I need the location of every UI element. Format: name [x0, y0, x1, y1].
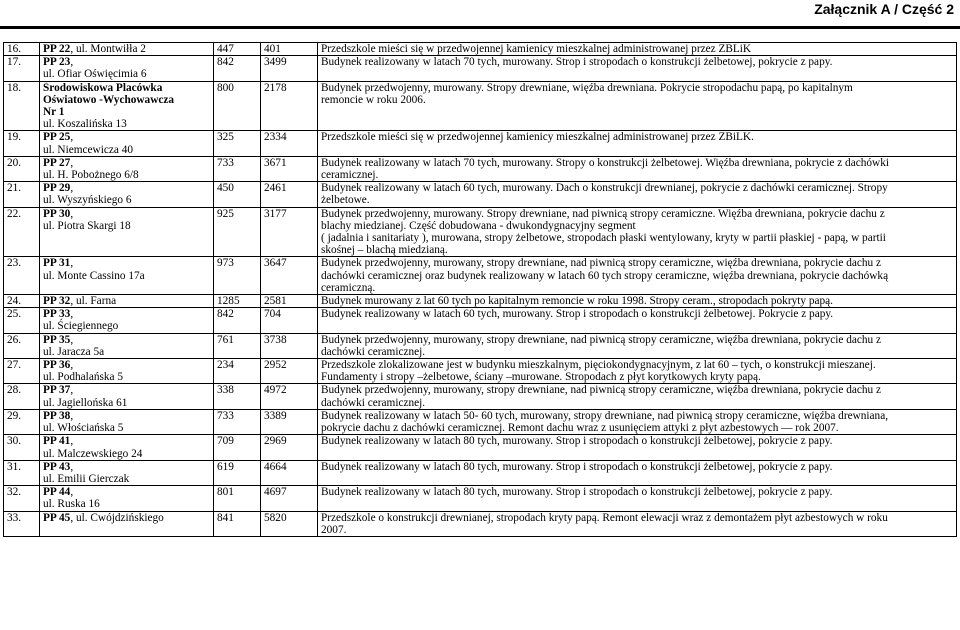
description-line: dachówki ceramicznej oraz budynek realizowany w latach 60 tych stropy ceramiczne, więźba drewniana, pokrycie dachówką: [321, 269, 889, 282]
area-value: 761: [214, 333, 261, 358]
facility-name-line: PP 29,: [43, 182, 74, 195]
facility-name: [40, 257, 214, 295]
facility-name-line: ul. Włościańska 5: [43, 422, 124, 435]
description-line: Budynek przedwojenny, murowany, stropy drewniane, nad piwnicą stropy ceramiczne, więźba drewniana, pokrycie dachu z: [321, 257, 882, 270]
description-line: Budynek przedwojenny, murowany. Stropy drewniane, więźba drewniana. Pokrycie stropodachu papą, po kapitalnym: [321, 81, 853, 94]
volume-value: 3738: [261, 333, 318, 358]
facility-name: [40, 460, 214, 485]
row-number: 20.: [4, 156, 40, 181]
facility-name-line: PP 35,: [43, 333, 74, 346]
volume-value: 401: [261, 43, 318, 56]
description-line: żelbetowe.: [321, 194, 370, 207]
description-line: Budynek realizowany w latach 50- 60 tych, murowany, stropy drewniane, nad piwnicą stropy ceramiczne, więźba drewniana,: [321, 409, 889, 422]
area-value: 842: [214, 308, 261, 333]
row-number: 32.: [4, 486, 40, 511]
facility-name-line: PP 43,: [43, 460, 74, 473]
building-description: [318, 295, 957, 308]
building-description: [318, 308, 957, 333]
table-row: [4, 295, 957, 308]
table-row: [4, 435, 957, 460]
area-value: 925: [214, 207, 261, 257]
row-number: 21.: [4, 182, 40, 207]
area-value: 338: [214, 384, 261, 409]
facility-name: [40, 56, 214, 81]
description-line: Przedszkole mieści się w przedwojennej kamienicy mieszkalnej administrowanej przez ZBLiK: [321, 43, 752, 55]
facility-name-line: ul. Jagiellońska 61: [43, 396, 128, 409]
table-row: [4, 486, 957, 511]
description-line: Budynek przedwojenny, murowany, stropy drewniane, nad piwnicą stropy ceramiczne, więźba drewniana, pokrycie dachu z: [321, 384, 882, 397]
description-line: Przedszkole o konstrukcji drewnianej, stropodach kryty papą. Remont elewacji wraz z demontażem płyt azbestowych w roku: [321, 511, 888, 524]
building-description: [318, 511, 957, 536]
building-description: [318, 131, 957, 156]
building-description: [318, 43, 957, 56]
table-row: [4, 511, 957, 536]
description-line: Fundamenty i stropy –żelbetowe, ściany –murowane. Stropodach z płyt korytkowych kryty papą.: [321, 371, 761, 384]
area-value: 234: [214, 359, 261, 384]
facility-name: [40, 131, 214, 156]
facility-name-line: PP 45, ul. Cwójdzińskiego: [43, 511, 164, 524]
facility-name: [40, 333, 214, 358]
description-line: pokrycie dachu z dachówki ceramicznej. Remont dachu wraz z usunięciem attyki z płyt azbestowych — rok 2007.: [321, 422, 839, 435]
area-value: 447: [214, 43, 261, 56]
table-row: [4, 409, 957, 434]
area-value: 842: [214, 56, 261, 81]
table-row: [4, 359, 957, 384]
building-description: [318, 207, 957, 257]
description-line: ceramiczną.: [321, 281, 376, 294]
facility-name: [40, 207, 214, 257]
row-number: 27.: [4, 359, 40, 384]
table-row: [4, 384, 957, 409]
facility-name-line: ul. Podhalańska 5: [43, 371, 124, 384]
appendix-title: Załącznik A / Część 2: [814, 1, 954, 17]
description-line: Budynek realizowany w latach 80 tych, murowany. Strop i stropodach o konstrukcji żelbetowej, pokrycie z papy.: [321, 435, 833, 448]
table-row: [4, 81, 957, 131]
table-row: [4, 257, 957, 295]
facility-name: [40, 295, 214, 308]
volume-value: 704: [261, 308, 318, 333]
area-value: 733: [214, 156, 261, 181]
facility-name: [40, 308, 214, 333]
facility-name-line: Środowiskowa Placówka: [43, 81, 163, 94]
description-line: Budynek przedwojenny, murowany. Stropy drewniane, nad piwnicą stropy ceramiczne. Więźba drewniana, pokrycie dachu z: [321, 207, 885, 220]
row-number: 23.: [4, 257, 40, 295]
row-number: 29.: [4, 409, 40, 434]
building-description: [318, 56, 957, 81]
area-value: 325: [214, 131, 261, 156]
facility-name-line: PP 44,: [43, 486, 74, 499]
row-number: 33.: [4, 511, 40, 536]
facility-name-line: PP 31,: [43, 257, 74, 270]
volume-value: 4664: [261, 460, 318, 485]
facility-name: [40, 511, 214, 536]
description-line: ( jadalnia i sanitariaty ), murowana, stropy żelbetowe, stropodach płaski wentylowany, kryty w partii płaskiej - papą, w partii: [321, 232, 886, 245]
volume-value: 2334: [261, 131, 318, 156]
description-line: 2007.: [321, 523, 347, 536]
description-line: skośnej – blachą miedzianą.: [321, 244, 448, 257]
facility-name-line: ul. Ofiar Oświęcimia 6: [43, 68, 147, 81]
facility-name-line: PP 32, ul. Farna: [43, 295, 117, 308]
table-row: [4, 333, 957, 358]
buildings-table: [3, 42, 957, 537]
description-line: Budynek realizowany w latach 60 tych, murowany. Strop i stropodach o konstrukcji żelbetowej. Pokrycie z papy.: [321, 308, 834, 321]
description-line: Budynek przedwojenny, murowany, stropy drewniane, nad piwnicą stropy ceramiczne, więźba drewniana, pokrycie dachu z: [321, 333, 882, 346]
facility-name-line: PP 22, ul. Montwiłła 2: [43, 43, 146, 55]
area-value: 619: [214, 460, 261, 485]
facility-name-line: ul. Piotra Skargi 18: [43, 219, 131, 232]
facility-name-line: PP 38,: [43, 409, 74, 422]
facility-name: [40, 359, 214, 384]
row-number: 30.: [4, 435, 40, 460]
table-row: [4, 131, 957, 156]
facility-name-line: ul. H. Pobożnego 6/8: [43, 169, 139, 182]
description-line: Budynek realizowany w latach 60 tych, murowany. Dach o konstrukcji drewnianej, pokrycie z dachówki ceramicznej. Stropy: [321, 182, 888, 195]
volume-value: 5820: [261, 511, 318, 536]
description-line: Budynek realizowany w latach 80 tych, murowany. Strop i stropodach o konstrukcji żelbetowej, pokrycie z papy.: [321, 460, 833, 473]
facility-name-line: PP 33,: [43, 308, 74, 321]
area-value: 841: [214, 511, 261, 536]
row-number: 25.: [4, 308, 40, 333]
volume-value: 2461: [261, 182, 318, 207]
table-row: [4, 43, 957, 56]
area-value: 973: [214, 257, 261, 295]
volume-value: 2178: [261, 81, 318, 131]
facility-name: [40, 182, 214, 207]
row-number: 16.: [4, 43, 40, 56]
building-description: [318, 333, 957, 358]
facility-name-line: ul. Wyszyńskiego 6: [43, 194, 132, 207]
row-number: 26.: [4, 333, 40, 358]
volume-value: 4972: [261, 384, 318, 409]
table-row: [4, 156, 957, 181]
volume-value: 2969: [261, 435, 318, 460]
facility-name-line: PP 36,: [43, 359, 74, 372]
facility-name-line: PP 37,: [43, 384, 74, 397]
facility-name: [40, 409, 214, 434]
area-value: 709: [214, 435, 261, 460]
header-rule: [0, 26, 960, 29]
facility-name-line: ul. Emilii Gierczak: [43, 472, 130, 485]
description-line: blachy miedzianej. Część dobudowana - dwukondygnacyjny segment: [321, 219, 636, 232]
facility-name-line: ul. Niemcewicza 40: [43, 143, 134, 156]
volume-value: 2581: [261, 295, 318, 308]
building-description: [318, 486, 957, 511]
row-number: 31.: [4, 460, 40, 485]
building-description: [318, 384, 957, 409]
facility-name-line: PP 27,: [43, 156, 74, 169]
row-number: 18.: [4, 81, 40, 131]
row-number: 24.: [4, 295, 40, 308]
facility-name-line: PP 30,: [43, 207, 74, 220]
building-description: [318, 435, 957, 460]
building-description: [318, 182, 957, 207]
description-line: Przedszkole mieści się w przedwojennej kamienicy mieszkalnej administrowanej przez ZBiLK.: [321, 131, 754, 144]
description-line: dachówki ceramicznej.: [321, 345, 426, 358]
facility-name: [40, 384, 214, 409]
table-row: [4, 56, 957, 81]
facility-name-line: Oświatowo -Wychowawcza: [43, 93, 175, 106]
area-value: 800: [214, 81, 261, 131]
description-line: Budynek realizowany w latach 70 tych, murowany. Strop i stropodach o konstrukcji żelbetowej, pokrycie z papy.: [321, 56, 833, 69]
table-row: [4, 460, 957, 485]
area-value: 801: [214, 486, 261, 511]
table-row: [4, 308, 957, 333]
volume-value: 3177: [261, 207, 318, 257]
row-number: 28.: [4, 384, 40, 409]
volume-value: 3647: [261, 257, 318, 295]
row-number: 17.: [4, 56, 40, 81]
building-description: [318, 81, 957, 131]
area-value: 1285: [214, 295, 261, 308]
building-description: [318, 257, 957, 295]
description-line: Przedszkole zlokalizowane jest w budynku mieszkalnym, pięciokondygnacyjnym, z lat 60 – tych, o konstrukcji mieszanej.: [321, 359, 876, 372]
volume-value: 2952: [261, 359, 318, 384]
facility-name-line: ul. Ruska 16: [43, 498, 100, 511]
building-description: [318, 409, 957, 434]
facility-name: [40, 156, 214, 181]
area-value: 733: [214, 409, 261, 434]
area-value: 450: [214, 182, 261, 207]
facility-name-line: ul. Monte Cassino 17a: [43, 269, 145, 282]
table-row: [4, 182, 957, 207]
description-line: ceramicznej.: [321, 169, 379, 182]
facility-name-line: ul. Koszalińska 13: [43, 118, 127, 131]
facility-name-line: Nr 1: [43, 106, 65, 119]
description-line: dachówki ceramicznej.: [321, 396, 426, 409]
description-line: Budynek realizowany w latach 70 tych, murowany. Stropy o konstrukcji żelbetowej. Więźba drewniana, pokrycie z dachówki: [321, 156, 889, 169]
table-row: [4, 207, 957, 257]
facility-name: [40, 43, 214, 56]
facility-name: [40, 435, 214, 460]
volume-value: 4697: [261, 486, 318, 511]
volume-value: 3499: [261, 56, 318, 81]
description-line: Budynek realizowany w latach 80 tych, murowany. Strop i stropodach o konstrukcji żelbetowej, pokrycie z papy.: [321, 486, 833, 499]
building-description: [318, 359, 957, 384]
facility-name-line: PP 41,: [43, 435, 74, 448]
building-description: [318, 156, 957, 181]
facility-name: [40, 81, 214, 131]
facility-name: [40, 486, 214, 511]
row-number: 19.: [4, 131, 40, 156]
volume-value: 3389: [261, 409, 318, 434]
building-description: [318, 460, 957, 485]
facility-name-line: ul. Malczewskiego 24: [43, 447, 143, 460]
description-line: remoncie w roku 2006.: [321, 93, 426, 106]
volume-value: 3671: [261, 156, 318, 181]
facility-name-line: PP 23,: [43, 56, 74, 69]
facility-name-line: ul. Jaracza 5a: [43, 345, 105, 358]
description-line: Budynek murowany z lat 60 tych po kapitalnym remoncie w roku 1998. Stropy ceram., stropodach pokryty papą.: [321, 295, 834, 308]
facility-name-line: PP 25,: [43, 131, 74, 144]
row-number: 22.: [4, 207, 40, 257]
facility-name-line: ul. Ściegiennego: [43, 320, 119, 333]
